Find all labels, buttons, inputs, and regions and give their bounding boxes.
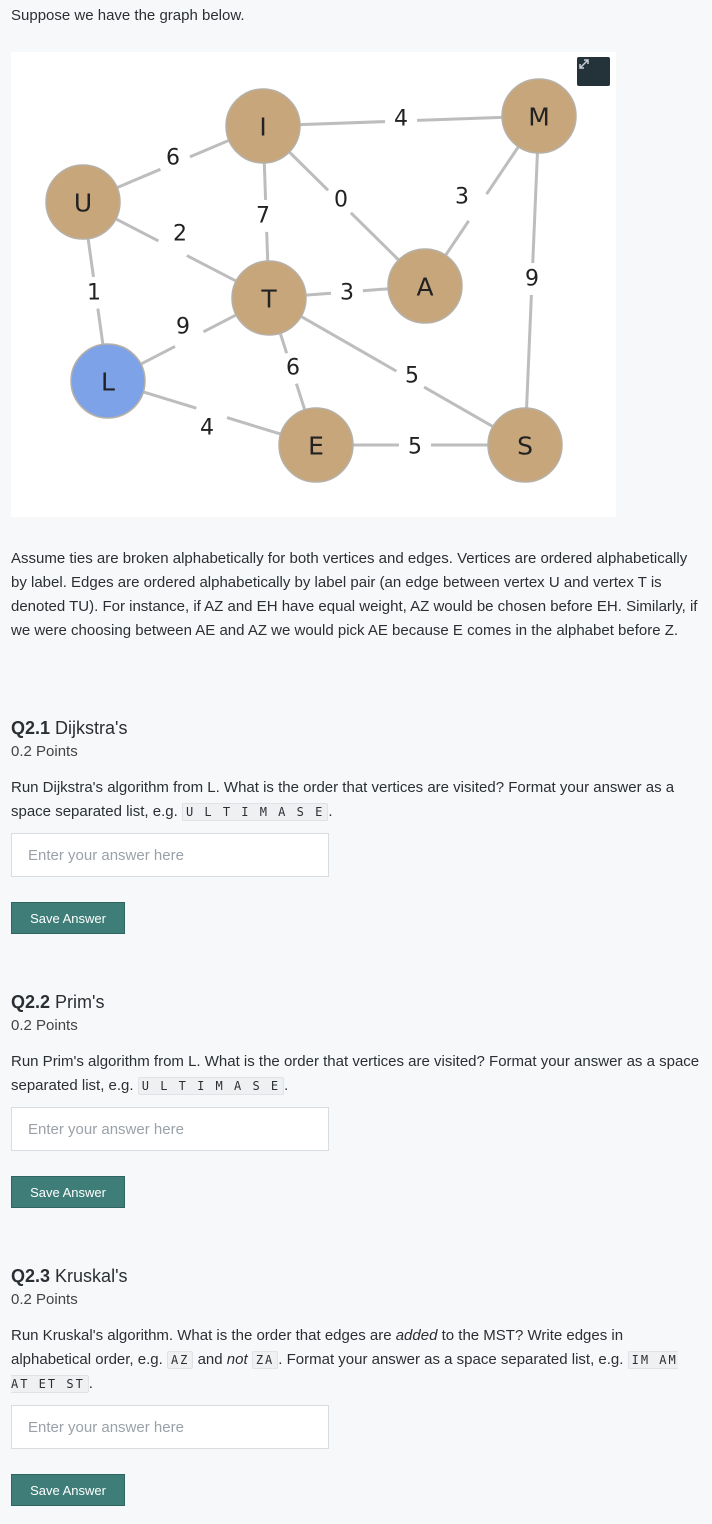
node-label-A: A (416, 272, 434, 302)
question-text-q2-3 (11, 1324, 701, 1396)
example-code-bad: ZA (252, 1351, 278, 1369)
example-code: U L T I M A S E (138, 1077, 284, 1095)
answer-input-q2-3[interactable] (11, 1405, 329, 1449)
edge-weight-TS: 5 (405, 363, 419, 389)
edge-TA-a (306, 293, 331, 295)
question-title: Kruskal's (55, 1266, 128, 1286)
save-answer-button-q2-3[interactable]: Save Answer (11, 1474, 125, 1506)
edge-TS-b (424, 387, 493, 427)
edge-UL-b (98, 309, 103, 345)
node-label-S: S (517, 431, 533, 461)
example-code-good: AZ (167, 1351, 193, 1369)
question-title: Dijkstra's (55, 718, 128, 738)
edge-UL-a (88, 239, 93, 277)
edge-IM-b (417, 117, 502, 120)
question-prompt: Run Dijkstra's algorithm from L. What is the order that vertices are visited? Format your answer as a space separated list, e.g. (11, 779, 675, 820)
emphasis-added: added (395, 1327, 438, 1344)
edge-IA-a (289, 152, 328, 190)
save-answer-button-q2-2[interactable]: Save Answer (11, 1176, 125, 1208)
graph-node-E (279, 408, 353, 482)
save-answer-button-q2-1[interactable]: Save Answer (11, 902, 125, 934)
edge-weight-UI: 6 (166, 145, 180, 171)
question-prompt-end: . Format your answer as a space separated list, e.g. (278, 1351, 624, 1368)
node-label-M: M (528, 102, 550, 132)
edge-IT-a (264, 163, 265, 200)
question-prompt: Run Prim's algorithm from L. What is the order that vertices are visited? Format your answer as a space separated list, e.g. (11, 1053, 700, 1094)
edge-weight-IA: 0 (334, 187, 348, 213)
question-points: 0.2 Points (11, 743, 78, 760)
graph-canvas (11, 52, 616, 517)
example-code: U L T I M A S E (182, 803, 328, 821)
edge-weight-IT: 7 (256, 203, 270, 229)
question-text-q2-2 (11, 1050, 701, 1098)
node-label-I: I (259, 112, 267, 142)
edge-UT-a (116, 219, 159, 241)
question-number: Q2.2 (11, 992, 51, 1012)
example-code: IM AM AT ET ST (11, 1353, 678, 1391)
question-prompt: Run Kruskal's algorithm. What is the order that edges are (11, 1327, 392, 1344)
graph-node-M (502, 79, 576, 153)
edge-TE-b (296, 384, 304, 410)
graph-node-S (488, 408, 562, 482)
question-heading-q2-2 (11, 992, 104, 1013)
question-title: Prim's (55, 992, 105, 1012)
word-and: and (197, 1351, 223, 1368)
edge-weight-MS: 9 (525, 266, 539, 292)
edge-weight-UL: 1 (87, 280, 101, 306)
graph-node-U (46, 165, 120, 239)
node-label-U: U (73, 188, 93, 218)
answer-input-q2-1[interactable] (11, 833, 329, 877)
edge-MS-b (527, 295, 532, 408)
edge-weight-MA: 3 (455, 184, 469, 210)
question-heading-q2-3 (11, 1266, 128, 1287)
graph-node-T (232, 261, 306, 335)
node-label-T: T (261, 284, 277, 314)
node-label-L: L (101, 367, 115, 397)
expand-icon (577, 57, 591, 71)
edge-TA-b (363, 289, 388, 291)
edge-LT-b (203, 315, 236, 332)
edge-UT-b (187, 256, 236, 281)
edge-UI-a (117, 169, 160, 187)
node-label-E: E (308, 431, 324, 461)
sentence-end: . (88, 1375, 93, 1392)
question-heading-q2-1 (11, 718, 128, 739)
tie-break-description: Assume ties are broken alphabetically for both vertices and edges. Vertices are ordered alphabetically by label. Edges are ordered alphabetically by label pair (an edge between vertex U and vertex T is denoted TU). For instance, if AZ and EH have equal weight, AZ would be chosen before EH. Similarly, if we were choosing between AE and AZ we would pick AE because E comes in the alphabet before Z. (11, 550, 698, 639)
sentence-end: . (284, 1077, 289, 1094)
expand-button[interactable] (577, 57, 610, 86)
edge-LE-b (227, 418, 281, 435)
graph-node-L (71, 344, 145, 418)
sentence-end: . (328, 803, 333, 820)
graph-figure (11, 52, 616, 517)
edge-TE-a (280, 333, 286, 353)
edge-TS-a (301, 316, 396, 371)
intro-text: Suppose we have the graph below. (11, 7, 245, 24)
edge-MS-a (533, 153, 538, 263)
edge-weight-ES: 5 (408, 434, 422, 460)
edge-weight-LT: 9 (176, 314, 190, 340)
edge-IM-a (300, 122, 385, 125)
edge-IA-b (351, 213, 399, 260)
question-text-q2-1 (11, 776, 701, 824)
edge-weight-UT: 2 (173, 221, 187, 247)
edge-LE-a (143, 392, 196, 408)
question-number: Q2.3 (11, 1266, 51, 1286)
edge-weight-TA: 3 (340, 280, 354, 306)
edge-weight-IM: 4 (394, 106, 408, 132)
question-points: 0.2 Points (11, 1291, 78, 1308)
graph-node-A (388, 249, 462, 323)
edge-weight-TE: 6 (286, 355, 300, 381)
question-number: Q2.1 (11, 718, 51, 738)
question-prompt-cont: to the MST? Write edges in alphabetical order, e.g. (11, 1327, 624, 1368)
answer-input-q2-2[interactable] (11, 1107, 329, 1151)
edge-UI-b (190, 140, 229, 156)
graph-node-I (226, 89, 300, 163)
edge-IT-b (267, 232, 268, 261)
edge-MA-b (446, 221, 469, 255)
question-points: 0.2 Points (11, 1017, 78, 1034)
edge-MA-a (487, 147, 519, 194)
emphasis-not: not (226, 1351, 248, 1368)
edge-LT-a (141, 346, 175, 364)
edge-weight-LE: 4 (200, 415, 214, 441)
